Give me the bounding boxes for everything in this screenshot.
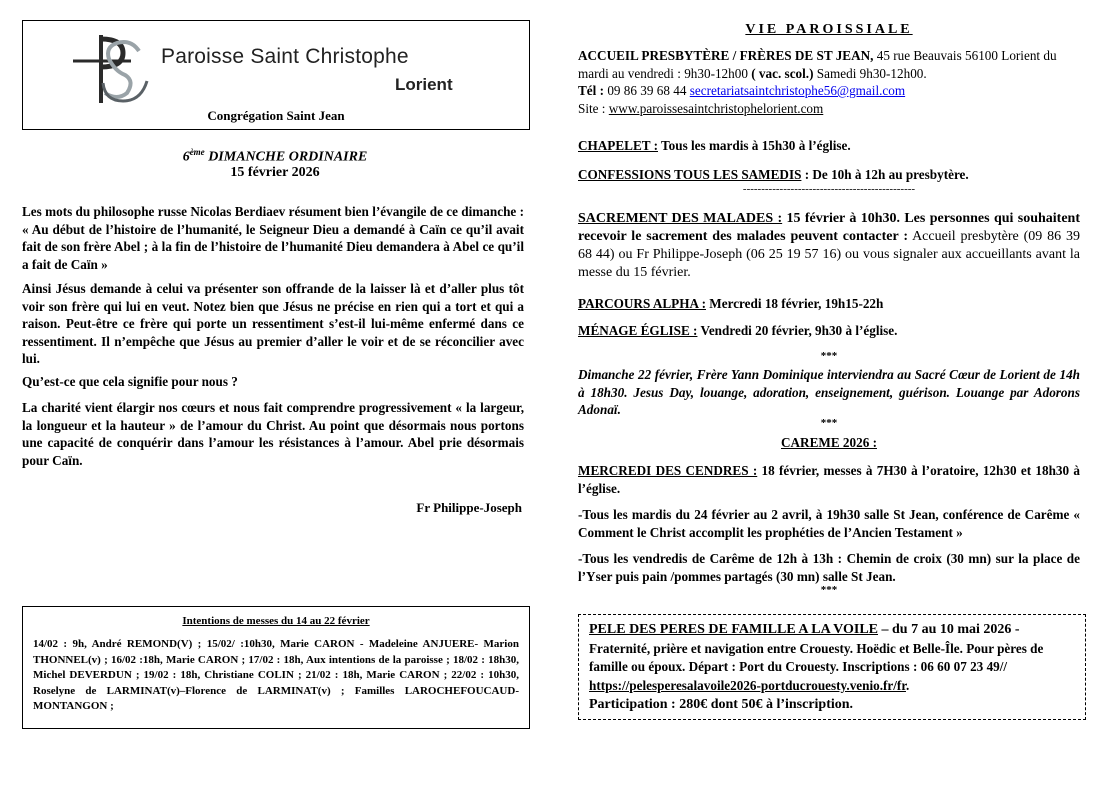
malades-block: SACREMENT DES MALADES : 15 février à 10h30. Les personnes qui souhaitent recevoir le sacrement des malades peuvent contacter : Accueil presbytère (09 86 39 68 44) ou Fr Philippe-Joseph (06 25 19 57 16) ou vous signaler aux accueillants avant la messe du 15 février.	[578, 211, 1080, 280]
conferences-block: -Tous les mardis du 24 février au 2 avril, à 19h30 salle St Jean, conférence de Carême « Comment le Christ accomplit les prophéties de l’Ancien Testament »	[578, 507, 1080, 540]
chapelet-line: CHAPELET : Tous les mardis à 15h30 à l’église.	[578, 138, 851, 153]
parish-header-box	[22, 20, 530, 130]
alpha-line: PARCOURS ALPHA : Mercredi 18 février, 19h15-22h	[578, 296, 884, 311]
accueil-block: ACCUEIL PRESBYTÈRE / FRÈRES DE ST JEAN, 45 rue Beauvais 56100 Lorient du mardi au vendredi : 9h30-12h00 ( vac. scol.) Samedi 9h30-12h00. Tél : 09 86 39 68 44 secretariatsaintchristophe56@gmail.com Site : www.paroissesaintchristophelorient.com	[578, 48, 1057, 116]
pele-box	[578, 614, 1086, 720]
stars-separator: ***	[820, 584, 838, 596]
homily-paragraph: Les mots du philosophe russe Nicolas Berdiaev résument bien l’évangile de ce dimanche : « Au début de l’histoire de l’humanité, le Seigneur Dieu a demandé à Caïn ce qu’il avait fait de son frère Abel ; à la fin de l’histoire de l’humanité Dieu demandera à Abel ce qu’il a fait de Caïn »	[22, 204, 524, 272]
sunday-title: 6ème DIMANCHE ORDINAIRE	[182, 147, 368, 165]
pele-link[interactable]: https://pelesperesalavoile2026-portducrouesty.venio.fr/fr	[589, 677, 906, 693]
pele-participation: Participation : 280€ dont 50€ à l’inscription.	[589, 697, 854, 712]
careme-title: CAREME 2026 :	[781, 435, 877, 450]
confessions-line: CONFESSIONS TOUS LES SAMEDIS : De 10h à 12h au presbytère.	[578, 167, 969, 182]
parish-name: Paroisse Saint Christophe	[161, 45, 409, 68]
site-link[interactable]: www.paroissesaintchristophelorient.com	[608, 100, 824, 116]
homily-paragraph: Ainsi Jésus demande à celui va présenter son offrande de la laisser là et d’aller plus tôt voir son frère qui lui en veut. Notez bien que Jésus ne précise en rien qui a tort et qui a raison. Peut-être ce frère qui porte un ressentiment s’est-il lui-même enfermé dans ce ressentiment. Il n’empêche que Jésus au premier d’aller le voir et de se réconcilier avec lui.	[22, 281, 524, 366]
separator: -----------------------------------------------	[742, 183, 916, 195]
homily-paragraph: La charité vient élargir nos cœurs et nous fait comprendre progressivement « la largeur, la longueur et la hauteur » de l’amour du Christ. Au point que désormais nous portons une capacité de conquérir dans l’amour les résistances à l’amour. Abel prie désormais pour Caïn.	[22, 400, 524, 468]
mass-intentions-title: Intentions de messes du 14 au 22 février	[182, 615, 370, 627]
congregation-name: Congrégation Saint Jean	[207, 108, 345, 123]
pele-text: PELE DES PERES DE FAMILLE A LA VOILE – du 7 au 10 mai 2026 - Fraternité, prière et navigation entre Crouesty. Hoëdic et Belle-Île. Pour pères de famille ou époux. Départ : Port du Crouesty. Inscriptions : 06 60 07 23 49// https://pelesperesalavoile2026-portducrouesty.venio.fr/fr. Participation : 280€ dont 50€ à l’inscription.	[589, 622, 1044, 712]
mass-intentions-text: 14/02 : 9h, André REMOND(V) ; 15/02/ :10h30, Marie CARON - Madeleine ANJUERE- Marion THONNEL(v) ; 16/02 :18h, Marie CARON ; 17/02 : 18h, Aux intentions de la paroisse ; 18/02 : 18h30, Michel DEVERDUN ; 19/02 : 18h, Christiane COLIN ; 21/02 : 18h, Marie CARON ; 22/02 : 10h30, Roselyne de LARMINAT(v)–Florence de LARMINAT(v) ; Familles LAROCHEFOUCAUD-MONTANGON ;	[33, 638, 519, 712]
email-link[interactable]: secretariatsaintchristophe56@gmail.com	[689, 83, 906, 98]
homily-signature: Fr Philippe-Joseph	[416, 500, 522, 515]
section-title: VIE PAROISSIALE	[745, 22, 913, 37]
menage-line: MÉNAGE ÉGLISE : Vendredi 20 février, 9h30 à l’église.	[578, 323, 898, 338]
chemin-de-croix-block: -Tous les vendredis de Carême de 12h à 13h : Chemin de croix (30 mn) sur la place de l’Yser puis pain /pommes partagés (30 mn) salle St Jean.	[578, 551, 1080, 584]
sunday-date: 15 février 2026	[230, 165, 320, 180]
stars-separator: ***	[820, 417, 838, 429]
stars-separator: ***	[820, 350, 838, 362]
parish-city: Lorient	[395, 75, 453, 94]
parish-logo-icon	[61, 31, 151, 106]
mass-intentions-box	[22, 606, 530, 729]
cendres-block: MERCREDI DES CENDRES : 18 février, messes à 7H30 à l’oratoire, 12h30 et 18h30 à l’église.	[578, 463, 1080, 496]
jesus-day-text: Dimanche 22 février, Frère Yann Dominique interviendra au Sacré Cœur de Lorient de 14h à 18h30. Jesus Day, louange, adoration, enseignement, guérison. Louange par Adorons Adonaï.	[578, 367, 1080, 417]
homily-paragraph: Qu’est-ce que cela signifie pour nous ?	[22, 374, 238, 389]
accueil-label: ACCUEIL PRESBYTÈRE / FRÈRES DE ST JEAN,	[578, 48, 874, 63]
